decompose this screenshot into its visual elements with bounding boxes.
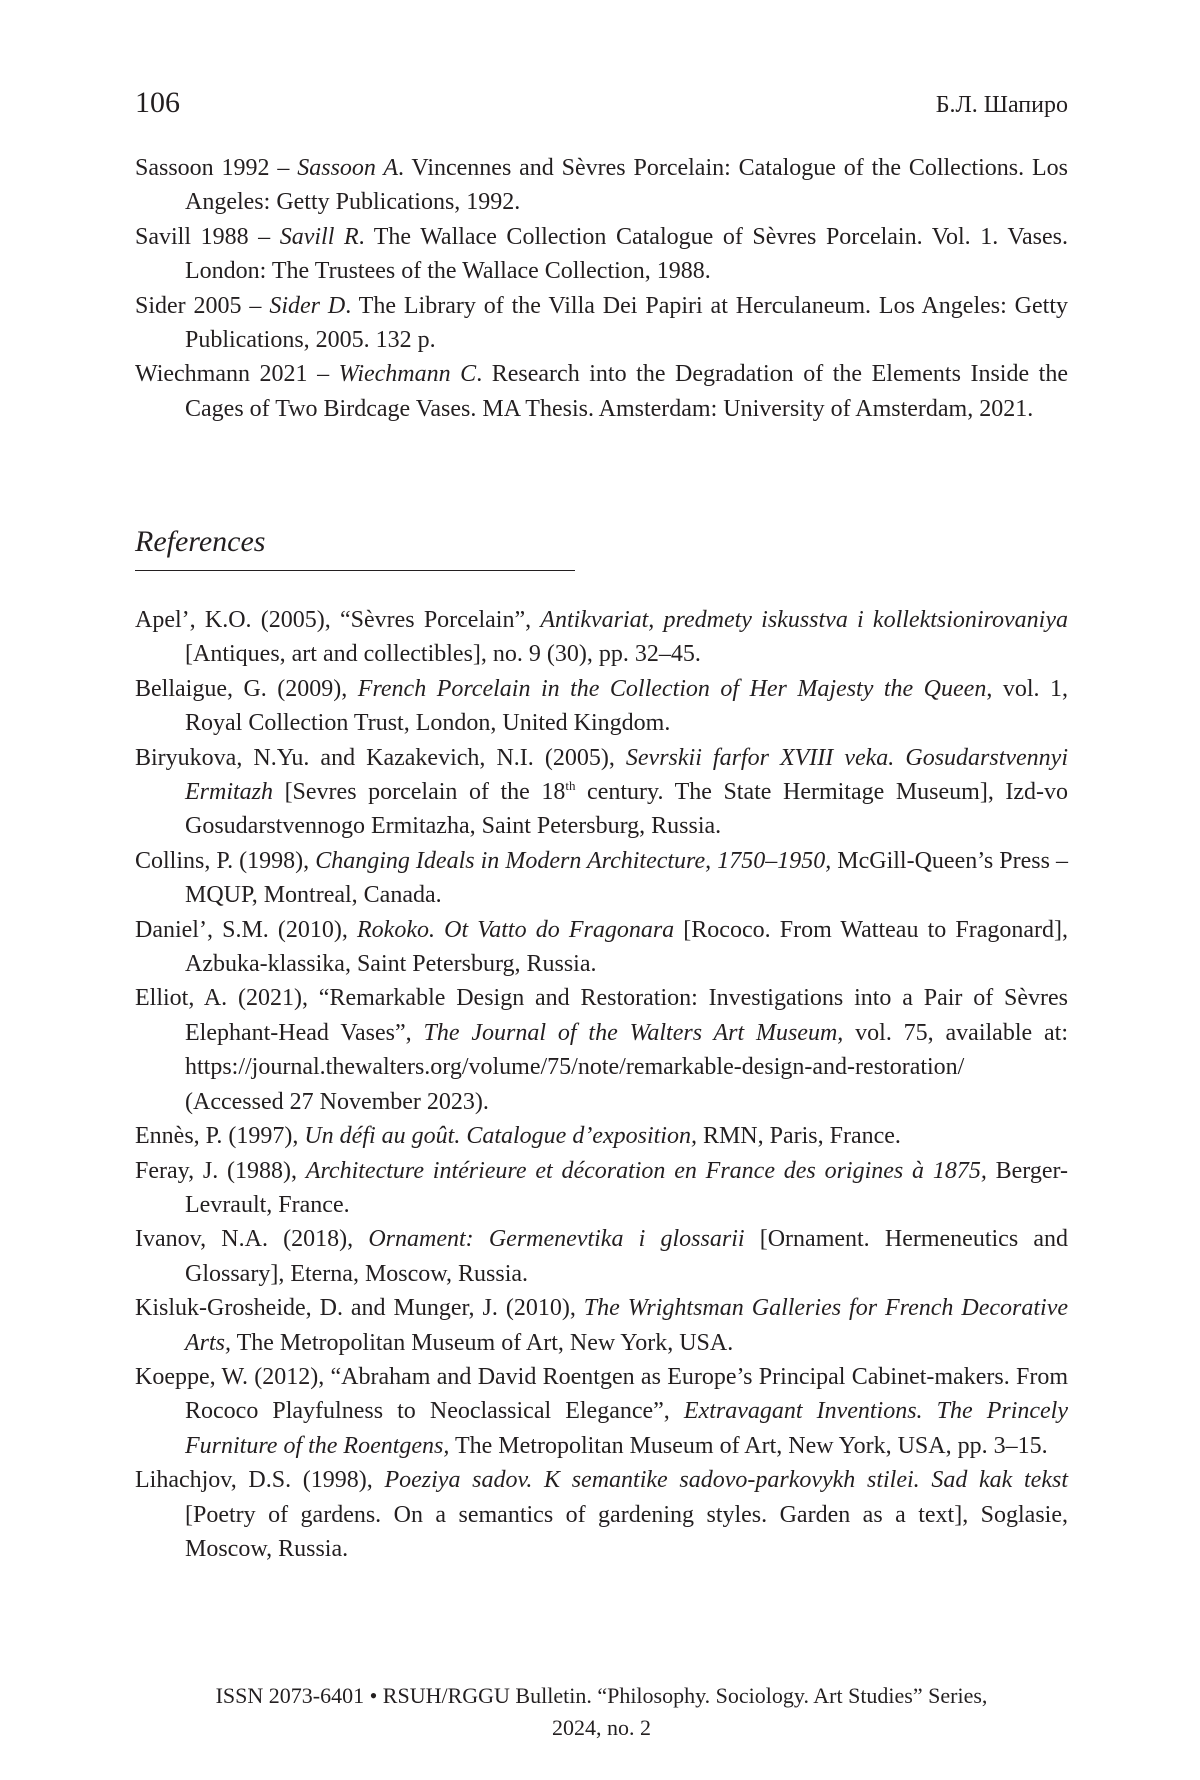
entry-text: [Poetry of gardens. On a semantics of gardening styles. Garden as a text], Soglasie, Moscow, Russia. (185, 1501, 1068, 1562)
entry-text: Sider 2005 – (135, 292, 270, 319)
entry-text: Collins, P. (1998), (135, 847, 316, 874)
reference-entry (135, 1222, 1068, 1291)
running-header (135, 86, 1068, 120)
reference-entry (135, 913, 1068, 982)
entry-title-italic: Savill R (279, 223, 359, 250)
entry-text: . The Library of the Villa Dei Papiri at Herculaneum. Los Angeles: Getty Publications, 2005. 132 p. (185, 292, 1068, 354)
entry-text: Ennès, P. (1997), (135, 1123, 305, 1150)
entry-title-italic: Rokoko. Ot Vatto do Fragonara (357, 916, 675, 943)
footer-journal-line: ISSN 2073-6401 • RSUH/RGGU Bulletin. “Philosophy. Sociology. Art Studies” Series, (215, 1683, 988, 1708)
entry-text: Kisluk-Grosheide, D. and Munger, J. (2010), (135, 1295, 584, 1322)
entry-text: Apel’, K.O. (2005), “Sèvres Porcelain”, (135, 607, 541, 633)
source-entry (135, 289, 1068, 358)
reference-entry (135, 1463, 1068, 1566)
entry-text: Wiechmann 2021 – (135, 361, 339, 388)
entry-title-italic: Un défi au goût. Catalogue d’exposition, (304, 1123, 697, 1150)
entry-text: Sassoon 1992 – (135, 155, 298, 181)
page-number: 106 (135, 86, 180, 119)
entry-title-italic: The Wrightsman Galleries for French Decorative Arts, (185, 1295, 1068, 1356)
reference-entry (135, 1291, 1068, 1360)
reference-entry (135, 981, 1068, 1119)
reference-entry (135, 741, 1068, 844)
entry-title-italic: Sider D (269, 292, 346, 319)
source-entry (135, 357, 1068, 426)
entry-text: century. The State Hermitage Museum], Izd-vo Gosudarstvennogo Ermitazha, Saint Petersburg, Russia. (185, 779, 1069, 840)
entry-text: RMN, Paris, France. (696, 1123, 901, 1150)
running-author: Б.Л. Шапиро (935, 92, 1068, 118)
reference-entry (135, 603, 1068, 672)
reference-entry (135, 1360, 1068, 1463)
entry-title-italic: Extravagant Inventions. The Princely Furniture of the Roentgens, (185, 1398, 1068, 1459)
entry-text: Lihachjov, D.S. (1998), (135, 1467, 385, 1494)
entry-title-italic: Wiechmann C (338, 361, 477, 388)
entry-text: , vol. 1, Royal Collection Trust, London, United Kingdom. (185, 675, 1068, 737)
entry-title-italic: Poeziya sadov. K semantike sadovo-parkovykh stilei. Sad kak tekst (384, 1467, 1068, 1494)
reference-entry (135, 1119, 1068, 1153)
entry-title-italic: Sevrskii farfor XVIII veka. Gosudarstvennyi Ermitazh (185, 744, 1069, 806)
entry-title-italic: Ornament: Germenevtika i glossarii (368, 1226, 745, 1253)
source-entry (135, 220, 1068, 289)
reference-entry (135, 1154, 1068, 1223)
entry-text: . Vincennes and Sèvres Porcelain: Catalogue of the Collections. Los Angeles: Getty Publications, 1992. (185, 155, 1069, 216)
entry-text: Biryukova, N.Yu. and Kazakevich, N.I. (2005), (135, 744, 626, 771)
entry-title-italic: Changing Ideals in Modern Architecture, 1750–1950, (315, 847, 832, 874)
entry-title-italic: French Porcelain in the Collection of Her Majesty the Queen (357, 675, 987, 702)
entry-text: Savill 1988 – (135, 223, 280, 250)
entry-text: vol. 75, available at: https://journal.thewalters.org/volume/75/note/remarkable-design-and-​restoration/ (Accessed 27 November 2023). (185, 1019, 1068, 1115)
source-entry (135, 151, 1068, 220)
entry-text: Koeppe, W. (2012), “Abraham and David Roentgen as Europe’s Principal Cabinet-​makers. From Rococo Playfulness to Neoclassical Elegance”, (135, 1363, 1068, 1425)
entry-text: Daniel’, S.M. (2010), (135, 916, 358, 943)
entry-title-italic: Architecture intérieure et décoration en France des origines à 1875, (305, 1157, 987, 1184)
heading-underline (135, 570, 575, 571)
superscript: th (565, 778, 576, 794)
sources-list (135, 151, 1068, 426)
references-heading: References (135, 525, 266, 558)
page-footer (135, 1680, 1068, 1744)
references-list (135, 603, 1068, 1566)
footer-issue-line: 2024, no. 2 (552, 1715, 651, 1740)
entry-text: . Research into the Degradation of the Elements Inside the Cages of Two Birdcage Vases. MA Thesis. Amsterdam: University of Amsterdam, 2021. (185, 361, 1069, 422)
entry-text: . The Wallace Collection Catalogue of Sèvres Porcelain. Vol. 1. Vases. London: The Trustees of the Wallace Collection, 1988. (185, 223, 1068, 285)
entry-text: Elliot, A. (2021), “Remarkable Design and Restoration: Investigations into a Pair of Sèvres Elephant-Head Vases”, (135, 985, 1068, 1046)
entry-title-italic: Sassoon A (297, 155, 399, 181)
entry-text: Feray, J. (1988), (135, 1157, 306, 1184)
entry-text: The Metropolitan Museum of Art, New York, USA, pp. 3–15. (449, 1432, 1048, 1459)
entry-text: [Ornament. Hermeneutics and Glossary], Eterna, Moscow, Russia. (185, 1226, 1069, 1287)
entry-text: Ivanov, N.A. (2018), (135, 1226, 369, 1253)
entry-text: McGill-Queen’s Press – MQUP, Montreal, Canada. (185, 847, 1069, 909)
entry-text: [Sevres porcelain of the 18 (273, 779, 566, 806)
reference-entry (135, 672, 1068, 741)
entry-text: Berger-Levrault, France. (185, 1157, 1068, 1218)
entry-text: Bellaigue, G. (2009), (135, 675, 358, 702)
entry-title-italic: The Journal of the Walters Art Museum, (423, 1019, 844, 1046)
entry-text: The Metropolitan Museum of Art, New York, USA. (231, 1329, 734, 1356)
reference-entry (135, 844, 1068, 913)
entry-text: [Antiques, art and collectibles], no. 9 (30), pp. 32–45. (185, 641, 701, 668)
entry-title-italic: Antikvariat, predmety iskusstva i kollektsionirovaniya (540, 607, 1068, 633)
entry-text: [Rococo. From Watteau to Fragonard], Azbuka-klassika, Saint Petersburg, Russia. (185, 916, 1069, 978)
